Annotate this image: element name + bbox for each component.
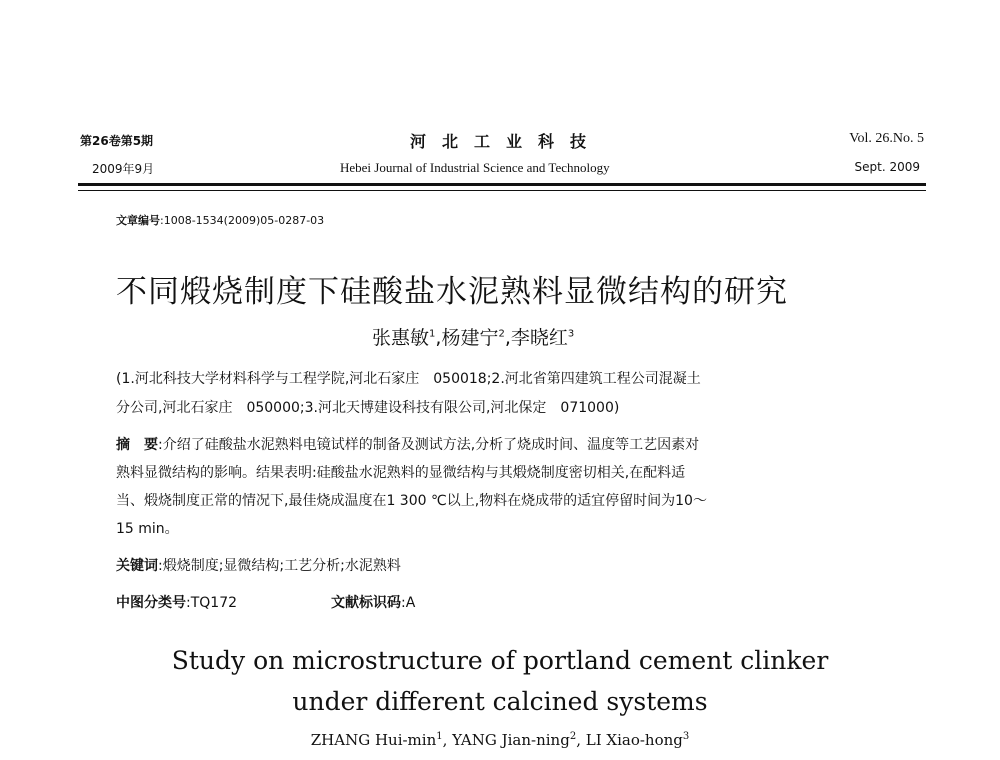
- author-affiliation-mark: 2: [569, 731, 577, 742]
- clc-number: [116, 592, 237, 612]
- clc-label: 中图分类号: [116, 595, 186, 611]
- header-rule-thin: [78, 190, 926, 191]
- authors-cn: 张惠敏$^1$,杨建宁$^2$,李晓红$^3$: [372, 327, 575, 349]
- article-number-label: 文章编号: [116, 214, 160, 227]
- issue-number-cn: 第26卷第5期: [80, 134, 154, 148]
- affiliation-line: (1.河北科技大学材料科学与工程学院,河北石家庄 050018;2.河北省第四建筑工程公司混凝土: [116, 371, 701, 387]
- abstract-line: [116, 434, 699, 454]
- paper-title-en: Study on microstructure of portland cement clinker: [171, 646, 829, 675]
- author-affiliation-mark: 3: [567, 328, 575, 340]
- author-affiliation-mark: 1: [429, 328, 436, 340]
- authors-en: ZHANG Hui-$\min^1$, YANG Jian-ning$^2$, LI Xiao-hong$^3$: [310, 731, 690, 749]
- affiliation-line: 分公司,河北石家庄 050000;3.河北天博建设科技有限公司,河北保定 071000): [116, 400, 620, 416]
- document-code: [331, 592, 415, 612]
- article-number: [116, 212, 324, 228]
- volume-number-en: Vol. 26.No. 5: [849, 131, 924, 146]
- document-code-value: :A: [401, 595, 416, 611]
- abstract-line: 15 min。: [116, 521, 179, 537]
- journal-title-cn: 河北工业科技: [410, 132, 603, 151]
- header-rule-thick: [78, 183, 926, 186]
- clc-value: :TQ172: [186, 595, 238, 611]
- abstract-label: 摘 要: [116, 437, 158, 453]
- author-name-en: LI Xiao-hong: [585, 731, 683, 749]
- author-affiliation-mark: 2: [498, 328, 505, 340]
- author-name-en: ZHANG Hui-min: [310, 731, 437, 749]
- keywords-value: :煅烧制度;显微结构;工艺分析;水泥熟料: [158, 558, 401, 574]
- document-code-label: 文献标识码: [331, 595, 401, 611]
- author-affiliation-mark: 1: [436, 731, 443, 742]
- article-number-value: :1008-1534(2009)05-0287-03: [160, 214, 325, 227]
- author-name-en: YANG Jian-ning: [452, 731, 570, 749]
- abstract-line: 熟料显微结构的影响。结果表明:硅酸盐水泥熟料的显微结构与其煅烧制度密切相关,在配料适: [116, 465, 686, 481]
- issue-date-en: Sept. 2009: [854, 160, 920, 174]
- issue-date-cn: 2009年9月: [92, 162, 155, 176]
- paper-title-en: under different calcined systems: [292, 687, 708, 716]
- author-affiliation-mark: 3: [682, 731, 690, 742]
- keywords-label: 关键词: [116, 558, 158, 574]
- author-name: 杨建宁: [441, 327, 499, 349]
- paper-title-cn: 不同煅烧制度下硅酸盐水泥熟料显微结构的研究: [116, 274, 788, 310]
- abstract-text: :介绍了硅酸盐水泥熟料电镜试样的制备及测试方法,分析了烧成时间、温度等工艺因素对: [158, 437, 700, 453]
- journal-title-en: Hebei Journal of Industrial Science and Technology: [340, 160, 610, 175]
- keywords: [116, 555, 401, 575]
- author-name: 李晓红: [510, 327, 568, 349]
- author-name: 张惠敏: [372, 327, 430, 349]
- abstract-line: 当、煅烧制度正常的情况下,最佳烧成温度在1 300 ℃以上,物料在烧成带的适宜停留时间为10～: [116, 493, 707, 509]
